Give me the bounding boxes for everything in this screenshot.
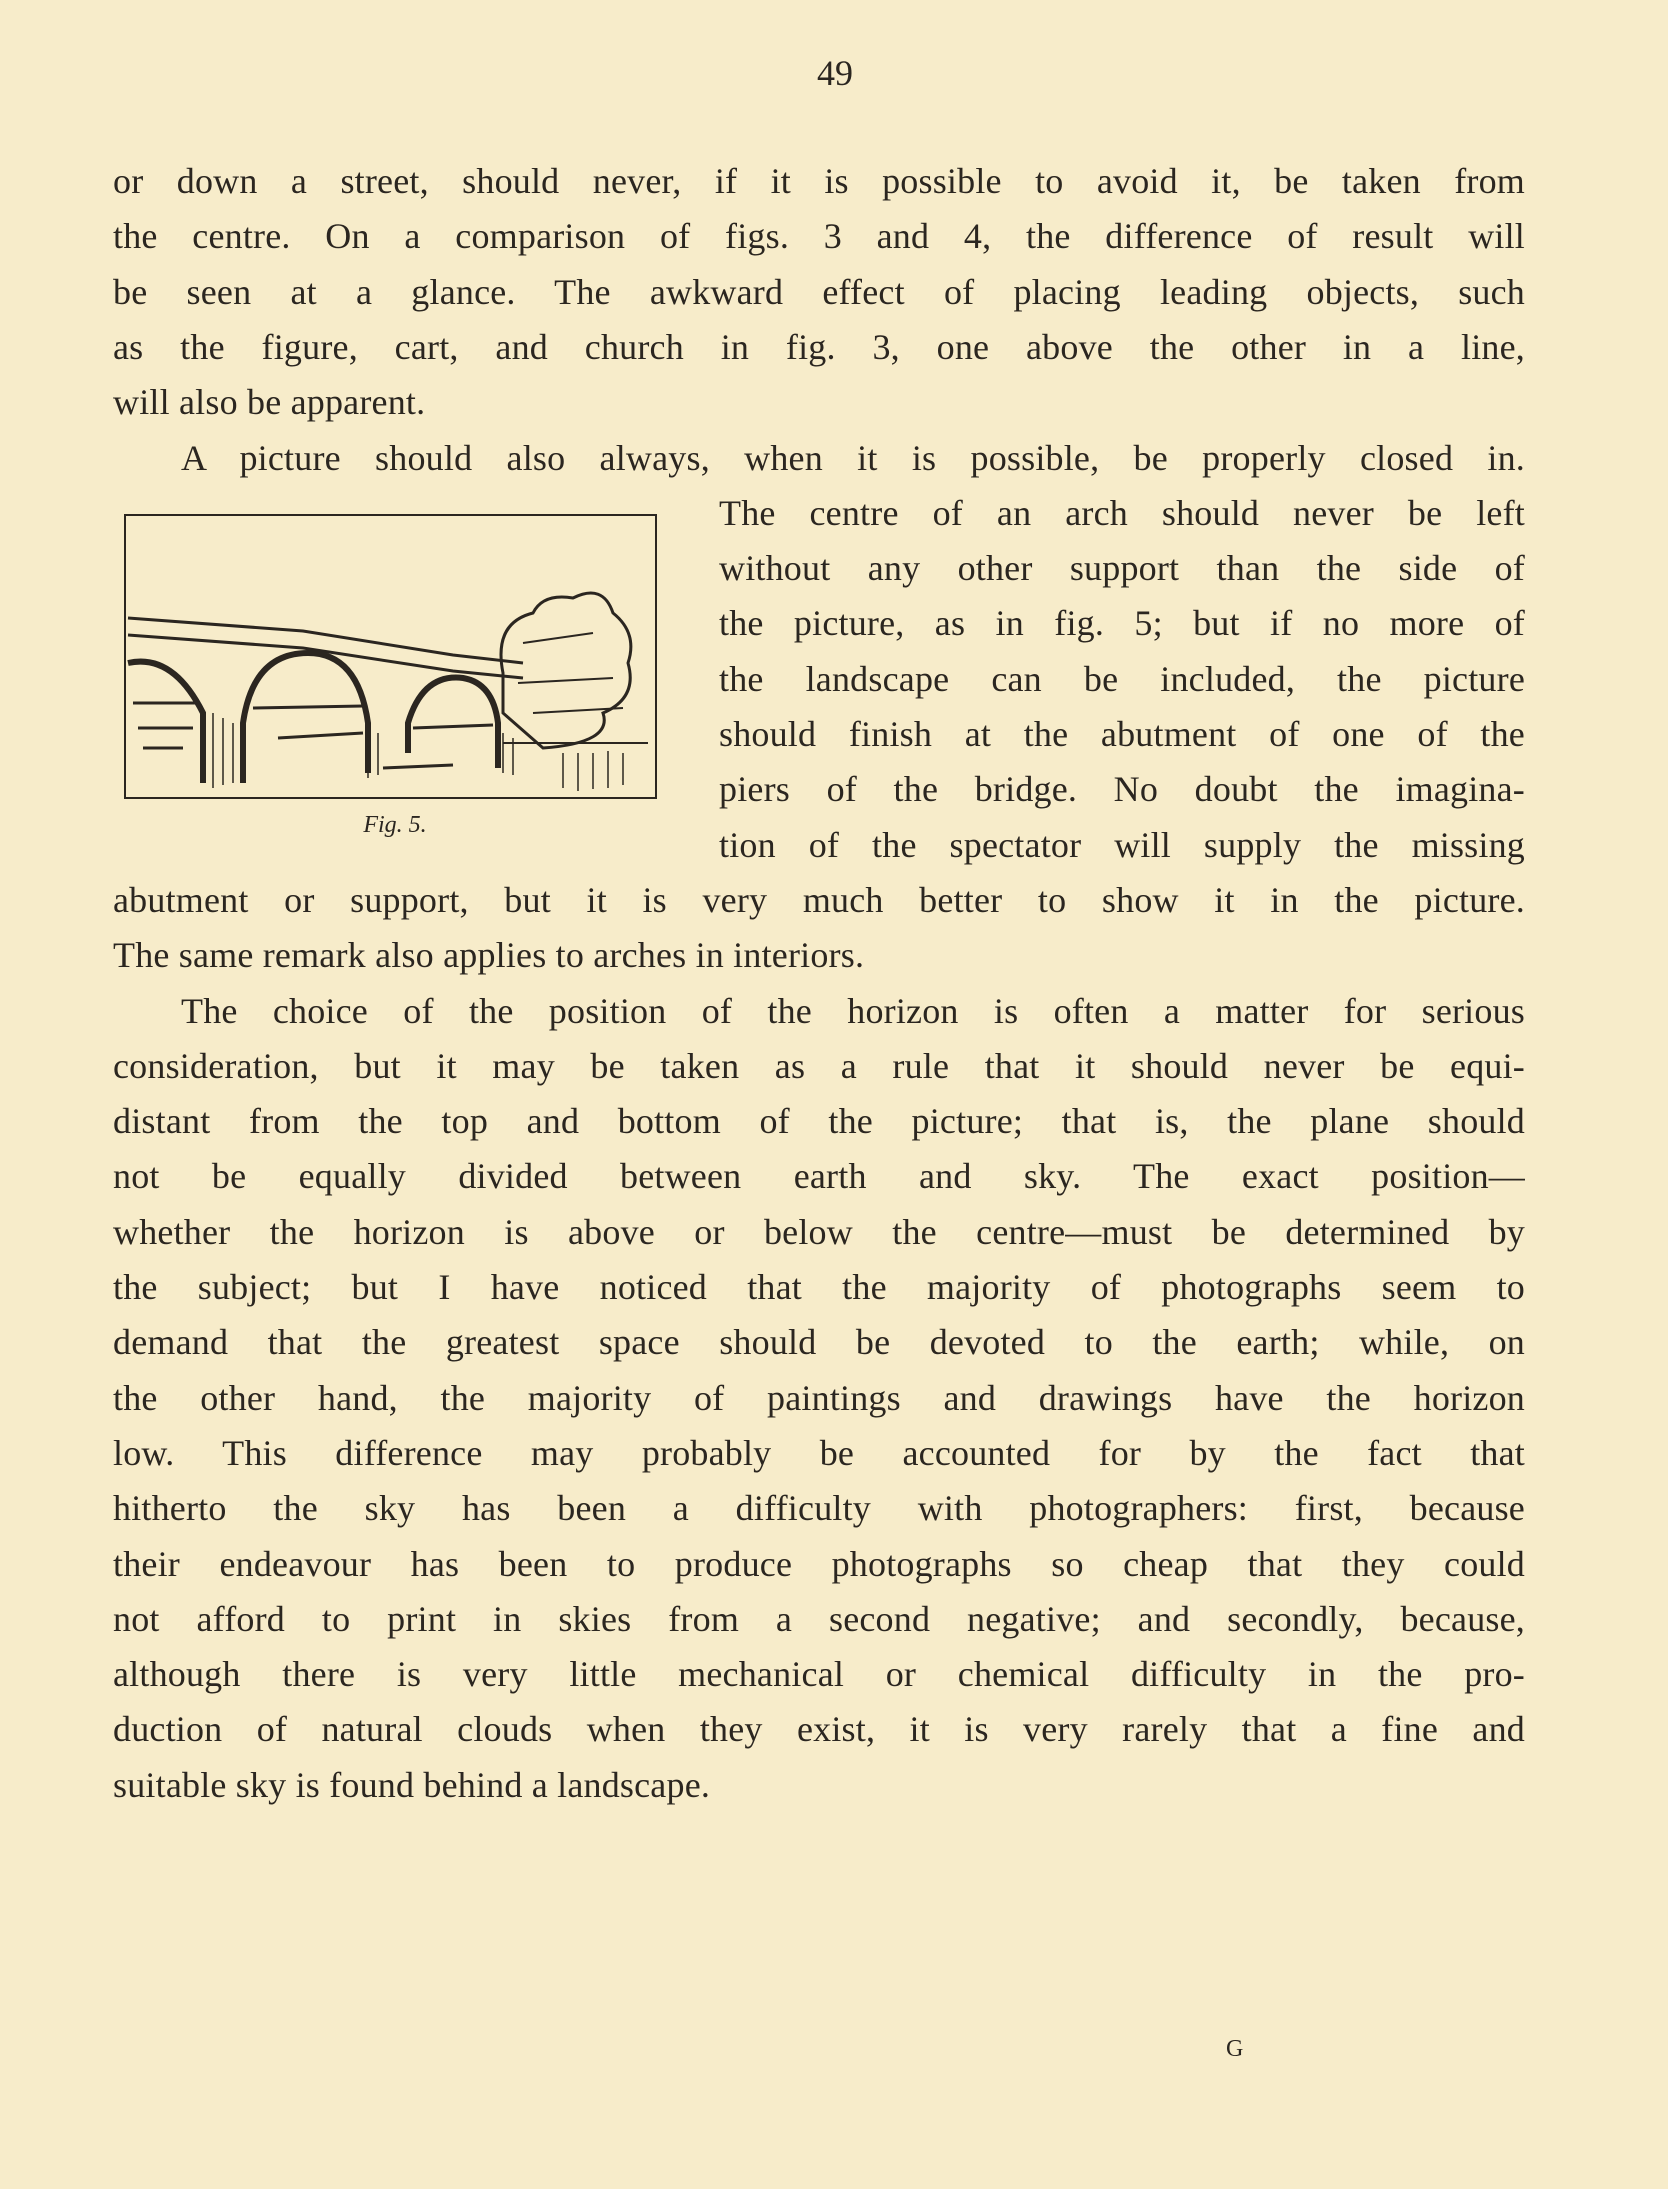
- text-line: demand that the greatest space should be devoted to the earth; while, on: [113, 1322, 1525, 1363]
- text-line: the centre. On a comparison of figs. 3 and 4, the difference of result will: [113, 216, 1525, 257]
- text-line: low. This difference may probably be accounted for by the fact that: [113, 1432, 1525, 1473]
- text-line: duction of natural clouds when they exist, it is very rarely that a fine and: [113, 1709, 1525, 1750]
- text-line: not afford to print in skies from a second negative; and secondly, because,: [113, 1598, 1525, 1639]
- signature-mark: G: [1226, 2036, 1244, 2062]
- text-line: the subject; but I have noticed that the majority of photographs seem to: [113, 1267, 1525, 1307]
- text-line: or down a street, should never, if it is possible to avoid it, be taken from: [113, 161, 1525, 201]
- text-line: whether the horizon is above or below the centre—must be determined by: [113, 1211, 1525, 1252]
- text-line: tion of the spectator will supply the missing: [719, 824, 1525, 865]
- text-line: The same remark also applies to arches in interiors.: [113, 935, 865, 976]
- text-line: as the figure, cart, and church in fig. 3, one above the other in a line,: [113, 326, 1525, 367]
- text-line: not be equally divided between earth and sky. The exact position—: [113, 1156, 1525, 1197]
- text-line: be seen at a glance. The awkward effect of placing leading objects, such: [113, 271, 1525, 312]
- page-number: 49: [817, 53, 853, 93]
- text-line: A picture should also always, when it is possible, be properly closed in.: [181, 437, 1525, 478]
- text-line: suitable sky is found behind a landscape.: [113, 1764, 711, 1805]
- text-line: the landscape can be included, the picture: [719, 658, 1525, 699]
- text-line: The centre of an arch should never be left: [719, 492, 1525, 533]
- text-line: the other hand, the majority of paintings and drawings have the horizon: [113, 1377, 1525, 1418]
- text-line: hitherto the sky has been a difficulty with photographers: first, because: [113, 1488, 1525, 1529]
- text-line: consideration, but it may be taken as a rule that it should never be equi-: [113, 1045, 1525, 1086]
- text-line: will also be apparent.: [113, 382, 426, 423]
- text-line: without any other support than the side of: [719, 548, 1525, 589]
- text-line: although there is very little mechanical or chemical difficulty in the pro-: [113, 1654, 1525, 1695]
- text-line: piers of the bridge. No doubt the imagina-: [719, 769, 1525, 810]
- text-line: their endeavour has been to produce photographs so cheap that they could: [113, 1543, 1525, 1584]
- figure-bridge-illustration: [123, 513, 658, 800]
- text-line: the picture, as in fig. 5; but if no more of: [719, 603, 1525, 644]
- text-line: distant from the top and bottom of the picture; that is, the plane should: [113, 1101, 1525, 1142]
- text-line: The choice of the position of the horizon is often a matter for serious: [181, 990, 1525, 1031]
- text-line: abutment or support, but it is very much better to show it in the picture.: [113, 879, 1525, 920]
- figure-caption: Fig. 5.: [363, 812, 427, 838]
- text-line: should finish at the abutment of one of the: [719, 714, 1525, 754]
